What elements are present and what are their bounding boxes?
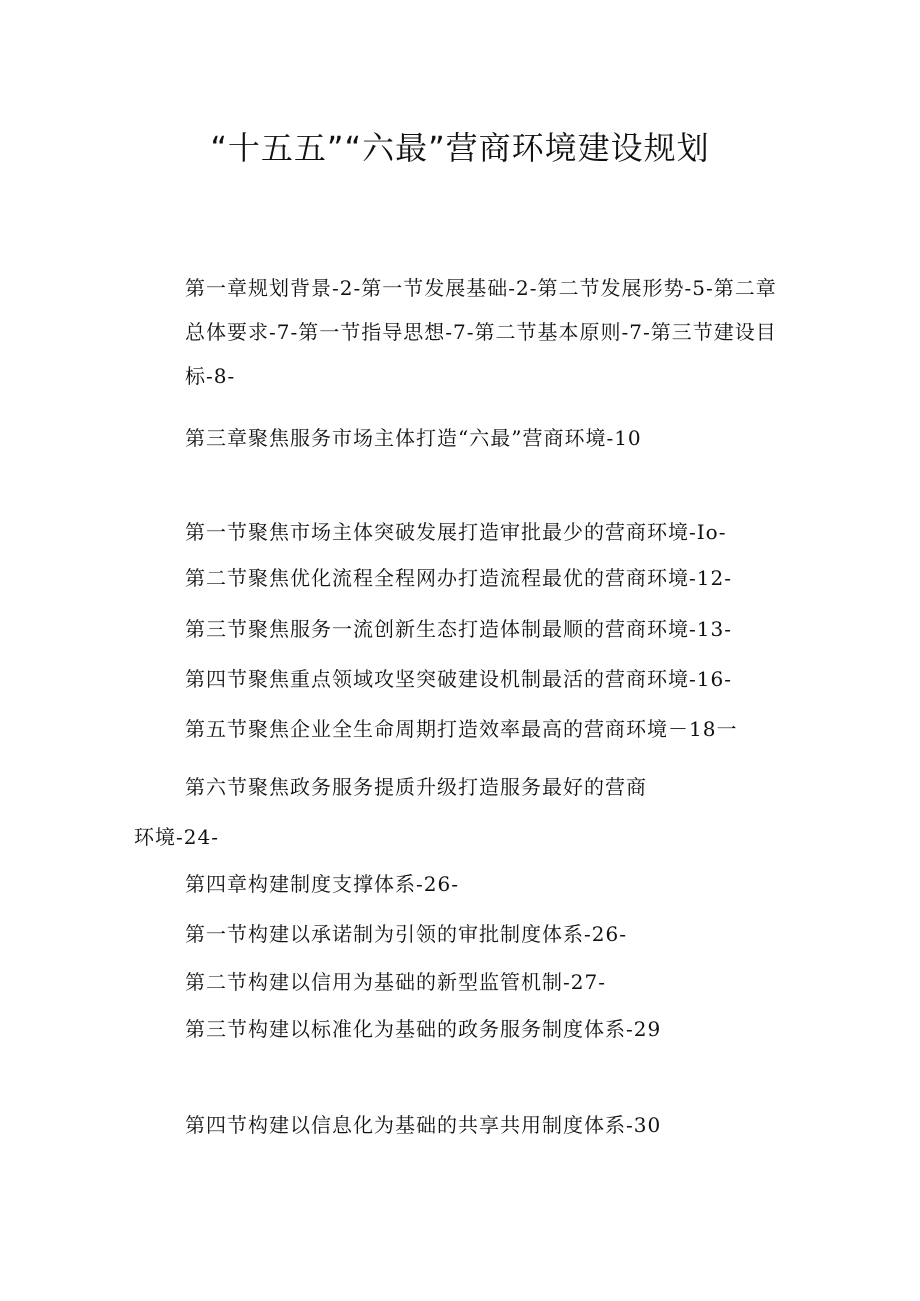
toc-entry-ch3-sec6-continued: 环境-24- — [134, 825, 219, 849]
document-title: “十五五”“六最”营商环境建设规划 — [210, 129, 710, 167]
toc-entry-ch3-sec5: 第五节聚焦企业全生命周期打造效率最高的营商环境－18一 — [185, 717, 738, 741]
toc-intro-paragraph: 第一章规划背景-2-第一节发展基础-2-第二节发展形势-5-第二章总体要求-7-第一节指导思想-7-第二节基本原则-7-第三节建设目标-8- — [185, 276, 777, 388]
toc-entry-chapter-4: 第四章构建制度支撑体系-26- — [185, 872, 459, 896]
toc-entry-ch3-sec2: 第二节聚焦优化流程全程网办打造流程最优的营商环境-12- — [185, 566, 732, 590]
toc-entry-ch3-sec4: 第四节聚焦重点领域攻坚突破建设机制最活的营商环境-16- — [185, 667, 732, 691]
toc-entry-ch3-sec3: 第三节聚焦服务一流创新生态打造体制最顺的营商环境-13- — [185, 617, 732, 641]
toc-entry-ch3-sec1: 第一节聚焦市场主体突破发展打造审批最少的营商环境-Io- — [185, 520, 727, 544]
toc-entry-ch4-sec4: 第四节构建以信息化为基础的共享共用制度体系-30 — [185, 1113, 662, 1137]
toc-entry-ch3-sec6: 第六节聚焦政务服务提质升级打造服务最好的营商 — [185, 775, 647, 799]
toc-entry-ch4-sec2: 第二节构建以信用为基础的新型监管机制-27- — [185, 970, 606, 994]
toc-entry-ch4-sec1: 第一节构建以承诺制为引领的审批制度体系-26- — [185, 922, 627, 946]
toc-entry-ch4-sec3: 第三节构建以标准化为基础的政务服务制度体系-29 — [185, 1017, 662, 1041]
toc-entry-chapter-3: 第三章聚焦服务市场主体打造“六最”营商环境-10 — [185, 426, 642, 450]
